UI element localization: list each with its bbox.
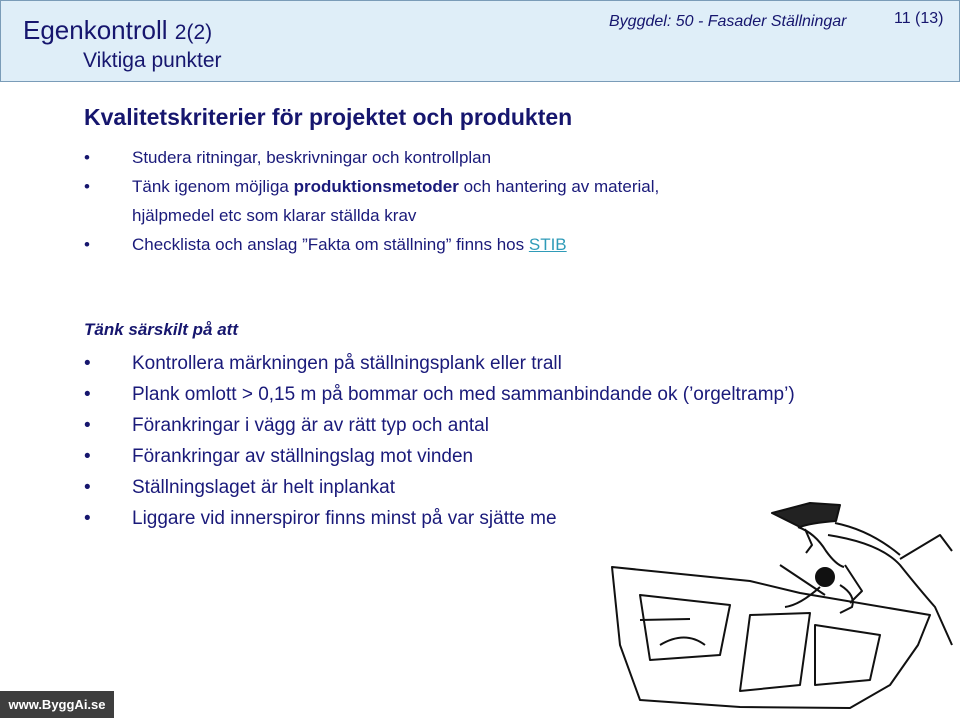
bullet-icon: •	[84, 477, 91, 498]
slide-subtitle: Viktiga punkter	[83, 49, 222, 72]
slide-title: Egenkontroll 2(2)	[23, 15, 213, 45]
footer-site[interactable]: www.ByggAi.se	[0, 691, 114, 718]
bullet-icon: •	[84, 508, 91, 529]
list-item: • Förankringar i vägg är av rätt typ och antal	[0, 410, 795, 441]
list-item: • Studera ritningar, beskrivningar och kontrollplan	[0, 143, 659, 172]
bullet-icon: •	[84, 177, 90, 196]
stib-link[interactable]: STIB	[528, 235, 567, 254]
inspector-illustration-icon	[600, 495, 955, 710]
list-item: • Plank omlott > 0,15 m på bommar och med sammanbindande ok (’orgeltramp’)	[0, 379, 795, 410]
list-item: • Kontrollera märkningen på ställningsplank eller trall	[0, 348, 795, 379]
bullet-icon: •	[84, 446, 91, 467]
quality-criteria-list	[0, 143, 659, 259]
list-item: • Förankringar av ställningslag mot vinden	[0, 441, 795, 472]
section-title-quality: Kvalitetskriterier för projektet och produkten	[84, 104, 573, 130]
list-item: • Liggare vid innerspiror finns minst på var sjätte me	[0, 503, 795, 534]
bullet-icon: •	[84, 415, 91, 436]
section-title-consider: Tänk särskilt på att	[84, 320, 239, 339]
bullet-icon: •	[84, 353, 91, 374]
list-item: • Checklista och anslag ”Fakta om ställning” finns hos STIB	[0, 230, 659, 259]
list-item: • Ställningslaget är helt inplankat	[0, 472, 795, 503]
bullet-icon: •	[84, 148, 90, 167]
bullet-icon: •	[84, 235, 90, 254]
project-label: Byggdel: 50 - Fasader Ställningar	[609, 13, 847, 30]
page-number: 11 (13)	[894, 10, 944, 27]
list-item: • Tänk igenom möjliga produktionsmetoder och hantering av material, hjälpmedel etc som klarar ställda krav	[0, 172, 659, 230]
slide-header	[0, 0, 960, 82]
bullet-icon: •	[84, 384, 91, 405]
